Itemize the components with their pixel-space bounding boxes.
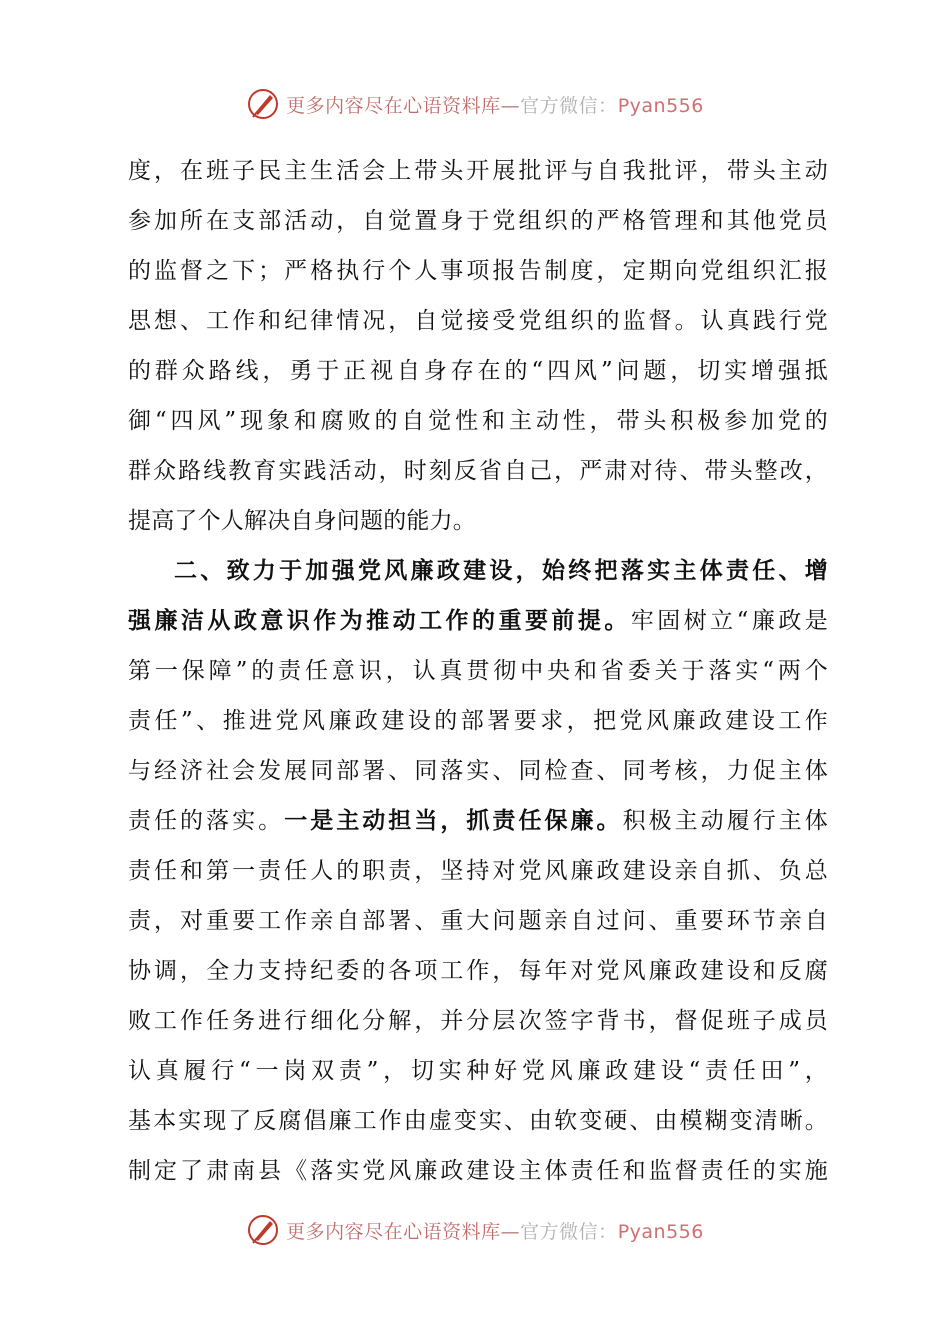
text-line-6: 御“四风”现象和腐败的自觉性和主动性，带头积极参加党的 bbox=[128, 408, 828, 434]
header-dash: — bbox=[500, 94, 521, 117]
text-line-11: 第一保障”的责任意识，认真贯彻中央和省委关于落实“两个 bbox=[128, 658, 828, 684]
quill-pen-icon bbox=[246, 87, 280, 121]
footer-site: 更多内容尽在心语资料库 bbox=[286, 1220, 501, 1243]
text-line-10 bbox=[128, 596, 828, 646]
section-heading-line-2: 强廉洁从政意识作为推动工作的重要前提。 bbox=[128, 607, 631, 634]
text-line-16: 责，对重要工作亲自部署、重大问题亲自过问、重要环节亲自 bbox=[128, 908, 828, 934]
text-line-20: 基本实现了反腐倡廉工作由虚变实、由软变硬、由模糊变清晰。 bbox=[128, 1108, 828, 1134]
text-line-14 bbox=[128, 796, 828, 846]
header-text bbox=[286, 91, 704, 118]
text-line-4: 思想、工作和纪律情况，自觉接受党组织的监督。认真践行党 bbox=[128, 308, 828, 334]
footer-wechat-label: 官方微信： bbox=[520, 1220, 618, 1243]
text-line-17: 协调，全力支持纪委的各项工作，每年对党风廉政建设和反腐 bbox=[128, 958, 828, 984]
text-line-10-rest: 牢固树立“廉政是 bbox=[630, 608, 828, 634]
text-line-14-pre: 责任的落实。 bbox=[128, 808, 285, 834]
text-line-5: 的群众路线，勇于正视自身存在的“四风”问题，切实增强抵 bbox=[128, 358, 828, 384]
header-site: 更多内容尽在心语资料库 bbox=[286, 94, 501, 117]
header-wechat-label: 官方微信： bbox=[520, 94, 618, 117]
subheading-one: 一是主动担当，抓责任保廉。 bbox=[284, 807, 623, 834]
text-line-14-post: 积极主动履行主体 bbox=[622, 808, 828, 834]
text-line-19: 认真履行“一岗双责”，切实种好党风廉政建设“责任田”， bbox=[128, 1058, 828, 1084]
text-line-2: 参加所在支部活动，自觉置身于党组织的严格管理和其他党员 bbox=[128, 208, 828, 234]
header-banner bbox=[0, 84, 950, 124]
text-line-18: 败工作任务进行细化分解，并分层次签字背书，督促班子成员 bbox=[128, 1008, 828, 1034]
text-line-13: 与经济社会发展同部署、同落实、同检查、同考核，力促主体 bbox=[128, 758, 828, 784]
footer-dash: — bbox=[500, 1220, 521, 1243]
footer-wechat-id: Pyan556 bbox=[617, 1220, 704, 1243]
document-body bbox=[128, 146, 828, 1196]
section-heading-line-1: 二、致力于加强党风廉政建设，始终把落实主体责任、增 bbox=[174, 557, 828, 584]
text-line-7: 群众路线教育实践活动，时刻反省自己，严肃对待、带头整改， bbox=[128, 458, 828, 484]
footer-text bbox=[286, 1217, 704, 1244]
text-line-21: 制定了肃南县《落实党风廉政建设主体责任和监督责任的实施 bbox=[128, 1158, 828, 1184]
text-line-15: 责任和第一责任人的职责，坚持对党风廉政建设亲自抓、负总 bbox=[128, 858, 828, 884]
text-line-8: 提高了个人解决自身问题的能力。 bbox=[128, 508, 476, 534]
text-line-3: 的监督之下；严格执行个人事项报告制度，定期向党组织汇报 bbox=[128, 258, 828, 284]
text-line-1: 度，在班子民主生活会上带头开展批评与自我批评，带头主动 bbox=[128, 158, 828, 184]
header-wechat-id: Pyan556 bbox=[617, 94, 704, 117]
quill-pen-icon bbox=[246, 1213, 280, 1247]
footer-banner bbox=[0, 1210, 950, 1250]
text-line-12: 责任”、推进党风廉政建设的部署要求，把党风廉政建设工作 bbox=[128, 708, 828, 734]
